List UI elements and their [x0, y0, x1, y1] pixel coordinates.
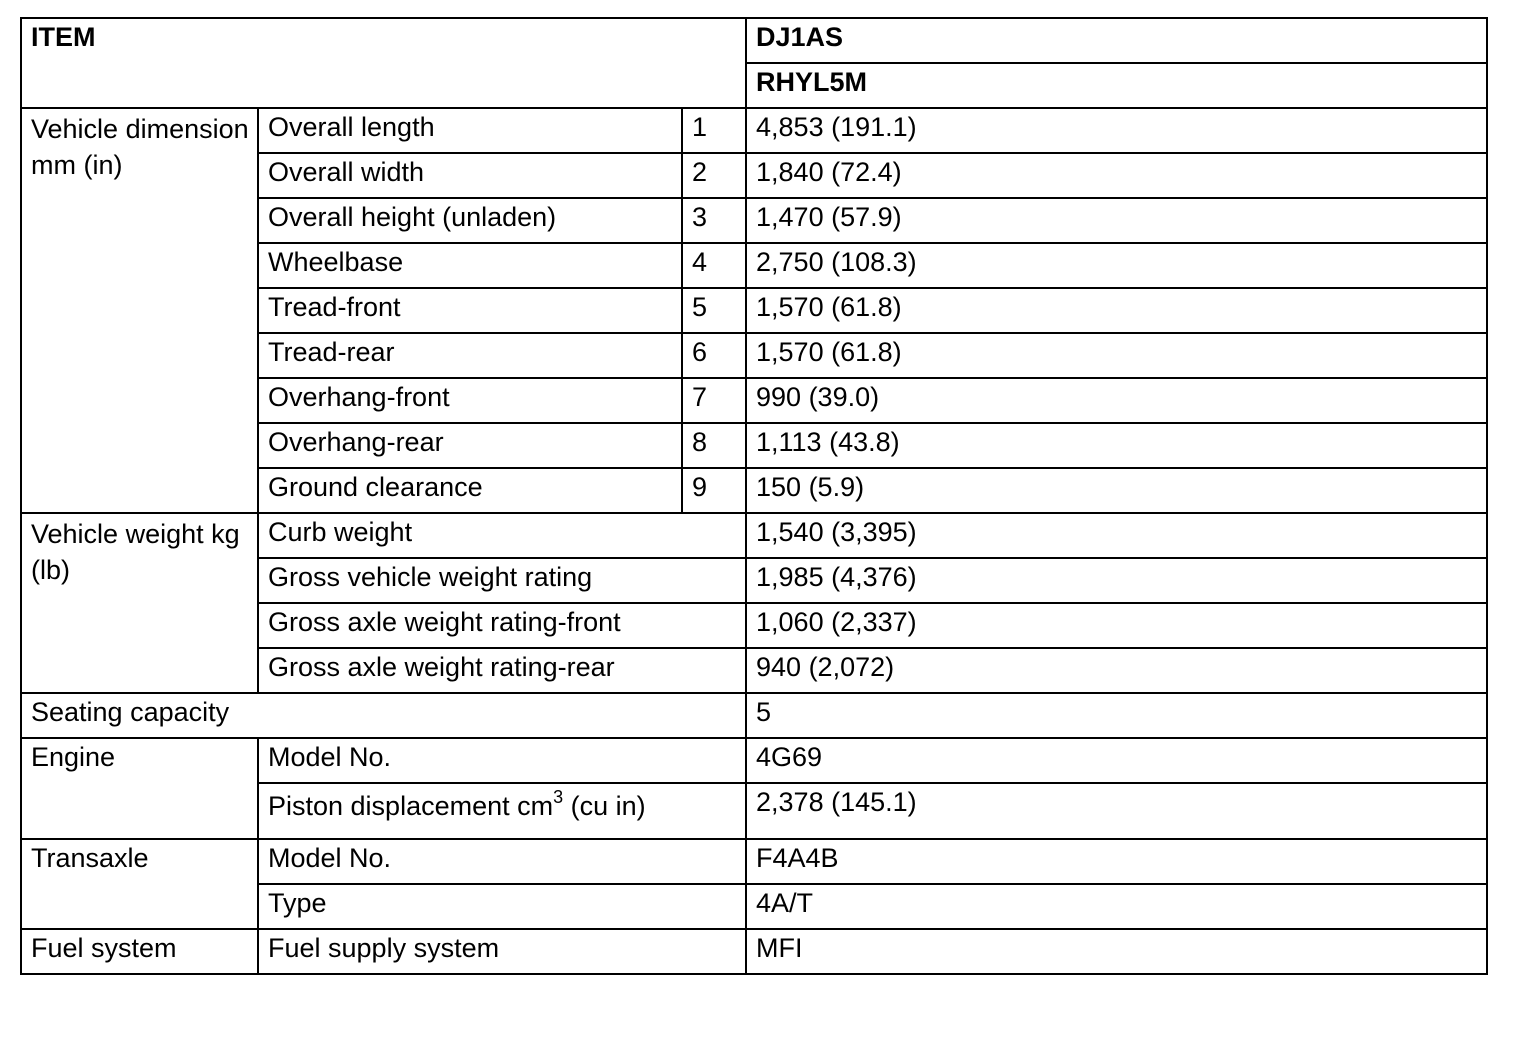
table-row — [21, 839, 1487, 884]
table-row — [21, 513, 1487, 558]
row-label: Model No. — [258, 839, 746, 884]
header-row — [21, 18, 1487, 63]
row-value: 4G69 — [746, 738, 1487, 783]
seating-label: Seating capacity — [21, 693, 746, 738]
engine-category: Engine — [21, 738, 258, 839]
item-header: ITEM — [21, 18, 746, 108]
row-number: 7 — [682, 378, 746, 423]
row-value: 1,060 (2,337) — [746, 603, 1487, 648]
dimension-category: Vehicle dimension mm (in) — [21, 108, 258, 513]
table-row — [21, 929, 1487, 974]
row-value: MFI — [746, 929, 1487, 974]
row-number: 3 — [682, 198, 746, 243]
row-number: 4 — [682, 243, 746, 288]
row-label: Curb weight — [258, 513, 746, 558]
row-value: 1,570 (61.8) — [746, 333, 1487, 378]
row-label: Model No. — [258, 738, 746, 783]
row-label: Ground clearance — [258, 468, 682, 513]
row-value: 150 (5.9) — [746, 468, 1487, 513]
row-label: Tread-front — [258, 288, 682, 333]
fuel-category: Fuel system — [21, 929, 258, 974]
row-label: Overhang-rear — [258, 423, 682, 468]
row-number: 5 — [682, 288, 746, 333]
row-number: 8 — [682, 423, 746, 468]
row-value: 1,840 (72.4) — [746, 153, 1487, 198]
row-value: 1,470 (57.9) — [746, 198, 1487, 243]
displacement-unit: (cu in) — [563, 791, 646, 821]
row-label: Gross axle weight rating-rear — [258, 648, 746, 693]
row-label: Fuel supply system — [258, 929, 746, 974]
displacement-label-text: Piston displacement cm — [268, 791, 554, 821]
row-label: Gross vehicle weight rating — [258, 558, 746, 603]
row-value: 1,570 (61.8) — [746, 288, 1487, 333]
row-value: 990 (39.0) — [746, 378, 1487, 423]
row-number: 6 — [682, 333, 746, 378]
displacement-superscript: 3 — [553, 787, 564, 807]
row-value: 940 (2,072) — [746, 648, 1487, 693]
row-label: Overall width — [258, 153, 682, 198]
row-value: 4,853 (191.1) — [746, 108, 1487, 153]
row-label: Gross axle weight rating-front — [258, 603, 746, 648]
row-value: F4A4B — [746, 839, 1487, 884]
row-value: 1,113 (43.8) — [746, 423, 1487, 468]
row-label: Overall height (unladen) — [258, 198, 682, 243]
table-row — [21, 108, 1487, 153]
row-value: 1,985 (4,376) — [746, 558, 1487, 603]
row-label: Type — [258, 884, 746, 929]
row-label: Overall length — [258, 108, 682, 153]
specification-table — [20, 17, 1488, 975]
table-row — [21, 738, 1487, 783]
row-value: 4A/T — [746, 884, 1487, 929]
model-sub-header: RHYL5M — [746, 63, 1487, 108]
row-number: 1 — [682, 108, 746, 153]
row-number: 2 — [682, 153, 746, 198]
row-value: 2,750 (108.3) — [746, 243, 1487, 288]
weight-category: Vehicle weight kg (lb) — [21, 513, 258, 693]
table-row — [21, 693, 1487, 738]
displacement-label — [258, 783, 746, 839]
row-number: 9 — [682, 468, 746, 513]
row-value: 1,540 (3,395) — [746, 513, 1487, 558]
transaxle-category: Transaxle — [21, 839, 258, 929]
displacement-value: 2,378 (145.1) — [746, 783, 1487, 839]
row-label: Overhang-front — [258, 378, 682, 423]
row-label: Wheelbase — [258, 243, 682, 288]
model-code-header: DJ1AS — [746, 18, 1487, 63]
row-label: Tread-rear — [258, 333, 682, 378]
seating-value: 5 — [746, 693, 1487, 738]
